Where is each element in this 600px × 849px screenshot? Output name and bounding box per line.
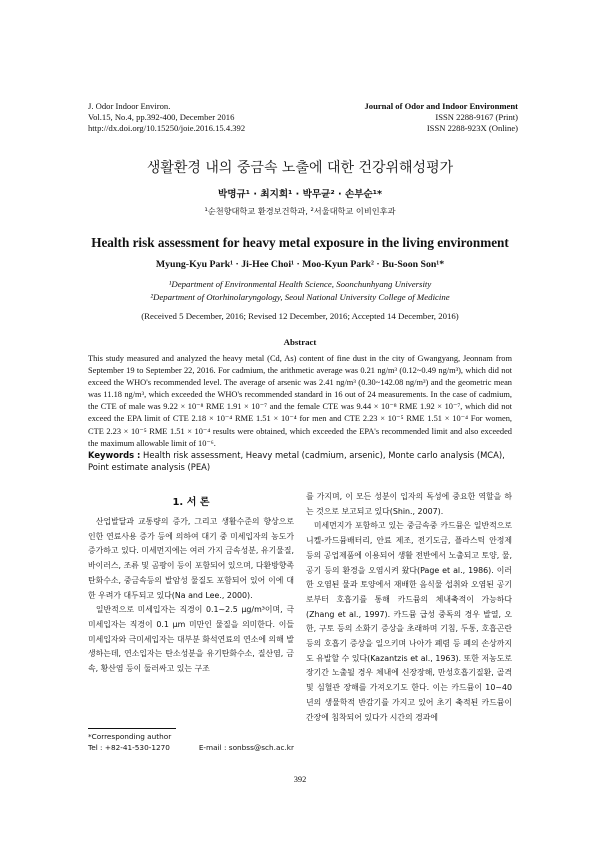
footnote-rule <box>88 728 176 729</box>
english-affiliation-2: ²Department of Otorhinolaryngology, Seoul National University College of Medicine <box>150 292 450 302</box>
right-column <box>306 490 512 725</box>
left-column <box>88 515 294 677</box>
abstract-text: This study measured and analyzed the heavy metal (Cd, As) content of fine dust in the city of Gwangyang, Jeonnam from September 19 to September 22, 2016. For cadmium, the arithmetic average was 0.21 ng/m³ (0.12~0.49 ng/m³), which did not exceed the WHO's recommended level. The average of arsenic was 2.41 ng/m³ (0.30~142.08 ng/m³) and the geometric mean was 11.18 ng/m³, which exceeded the WHO's recommended standard in 16 out of 24 measurements. In the case of cadmium, the CTE of male was 9.22 × 10⁻⁸ RME 1.91 × 10⁻⁷ and the female CTE was 9.44 × 10⁻⁸ RME 1.92 × 10⁻⁷, which did not exceed the EPA limit of CTE 2.18 × 10⁻⁴ RME 1.51 × 10⁻⁴ for men and CTE 2.23 × 10⁻⁵ RME 1.51 × 10⁻⁴ For women, CTE 2.23 × 10⁻⁵ RME 1.51 × 10⁻⁴ results were obtained, which exceeded the EPA's recommended limit and also exceeded the maximum allowable limit of 10⁻⁶. <box>88 354 512 448</box>
korean-affiliations: ¹순천향대학교 환경보건학과, ²서울대학교 이비인후과 <box>204 206 396 216</box>
footnote-email[interactable]: E-mail : sonbss@sch.ac.kr <box>198 743 294 752</box>
footnote <box>88 731 294 753</box>
paragraph: 미세먼지가 포함하고 있는 중금속중 카드뮴은 일반적으로 니켈-카드뮴배터리, 안료 제조, 전기도금, 플라스틱 안정제 등의 공업제품에 이용되어 생활 전반에서 노출되고 토양, 물, 공기 등의 환경을 오염시켜 왔다(Page et al., 1986). 이러한 오염된 물과 토양에서 재배한 음식물 섭취와 오염된 공기로부터 호흡기를 통해 카드뮴의 체내축적이 가능하다(Zhang et al., 1997). 카드뮴 급성 중독의 경우 발열, 오한, 구토 등의 소화기 증상을 초래하며 기침, 두통, 호흡곤란 등의 호흡기 증상을 일으키며 나아가 폐렴 등 폐의 손상까지도 유발할 수 있다(Kazantzis et al., 1963). 또한 저농도로 장기간 노출될 경우 체내에 신장장해, 만성호흡기질환, 골격 및 심혈관 장해를 가져오기도 한다. 이는 카드뮴이 10~40년의 생물학적 반감기를 가지고 있어 초기 축적된 카드뮴이 간장에 침착되어 있다가 시간의 경과에 <box>306 521 512 722</box>
journal-name: Journal of Odor and Indoor Environment <box>364 101 518 111</box>
footnote-tel: Tel : +82-41-530-1270 <box>88 743 170 752</box>
page-number: 392 <box>293 775 307 784</box>
corresponding-author-label: *Corresponding author <box>88 732 172 741</box>
paragraph: 일반적으로 미세입자는 직경이 0.1~2.5 μg/m³이며, 극미세입자는 직경이 0.1 μm 미만인 물질을 의미한다. 이들 미세입자와 극미세입자는 대부분 화석연료의 연소에 의해 발생하는데, 연소입자는 탄소성분을 유기탄화수소, 질산염, 금속, 황산염 등이 둘러싸고 있는 구조 <box>88 605 294 674</box>
received-dates: (Received 5 December, 2016; Revised 12 December, 2016; Accepted 14 December, 2016) <box>141 311 459 321</box>
abstract-heading: Abstract <box>283 337 317 347</box>
issn-print: ISSN 2288-9167 (Print) <box>435 112 518 122</box>
korean-title: 생활환경 내의 중금속 노출에 대한 건강위해성평가 <box>146 160 454 176</box>
journal-header-left <box>88 101 245 134</box>
doi-link[interactable]: http://dx.doi.org/10.15250/joie.2016.15.4.392 <box>88 123 246 133</box>
keywords <box>88 449 512 473</box>
keywords-list: Health risk assessment, Heavy metal (cadmium, arsenic), Monte carlo analysis (MCA), Point estimate analysis (PEA) <box>88 450 505 472</box>
journal-abbrev: J. Odor Indoor Environ. <box>88 101 171 111</box>
english-affiliation-1: ¹Department of Environmental Health Science, Soonchunhyang University <box>168 279 432 289</box>
journal-header-right <box>318 101 518 134</box>
section-title: 1. 서 론 <box>172 497 210 508</box>
volume-info: Vol.15, No.4, pp.392-400, December 2016 <box>88 112 235 122</box>
english-authors: Myung-Kyu Park¹ · Ji-Hee Choi¹ · Moo-Kyun Park² · Bu-Soon Son¹* <box>155 259 445 270</box>
paragraph: 산업발달과 교통량의 증가, 그리고 생활수준의 향상으로 인한 연료사용 증가 등에 의하여 대기 중 미세입자의 농도가 증가하고 있다. 미세먼지에는 여러 가지 금속성분, 유기물질, 바이러스, 조류 및 곰팡이 등이 포함되어 있으며, 다환방향족탄화수소, 중금속등의 발암성 물질도 포함되어 있어 이에 대한 우려가 대두되고 있다(Na and Lee., 2000). <box>88 517 294 600</box>
korean-authors: 박명규¹ · 최지희¹ · 박무균² · 손부순¹* <box>217 189 382 200</box>
paragraph: 를 가지며, 이 모든 성분이 입자의 독성에 중요한 역할을 하는 것으로 보고되고 있다(Shin., 2007). <box>306 492 512 516</box>
keywords-label: Keywords : <box>88 450 141 460</box>
english-title: Health risk assessment for heavy metal exposure in the living environment <box>91 235 509 250</box>
issn-online: ISSN 2288-923X (Online) <box>426 123 518 133</box>
